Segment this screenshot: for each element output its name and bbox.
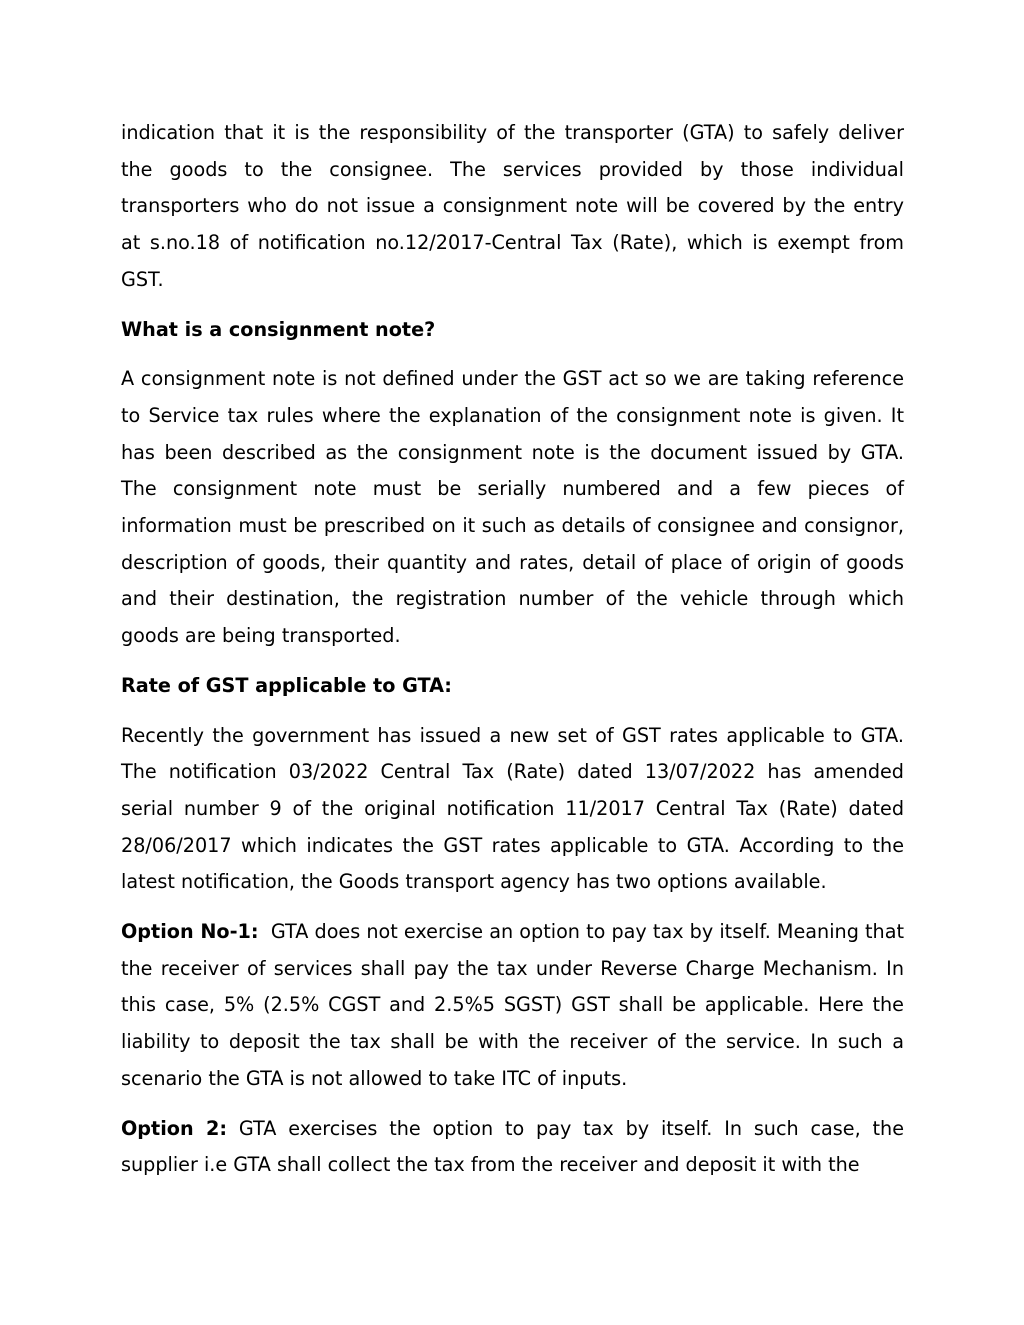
consignment-note-paragraph: A consignment note is not defined under the GST act so we are taking reference to Service tax rules where the explanation of the consignment note is given. It has been described as the consignment note is the document issued by GTA. The consignment note must be serially numbered and a few pieces of information must be prescribed on it such as details of consignee and consignor, description of goods, their quantity and rates, detail of place of origin of goods and their destination, the registration number of the vehicle through which goods are being transported. <box>121 367 904 648</box>
consignment-note-heading: What is a consignment note? <box>121 317 436 341</box>
gst-rate-heading: Rate of GST applicable to GTA: <box>121 673 452 697</box>
option-2-label: Option 2: <box>121 1116 228 1140</box>
option-1-text: GTA does not exercise an option to pay tax by itself. Meaning that the receiver of services shall pay the tax under Reverse Charge Mechanism. In this case, 5% (2.5% CGST and 2.5%5 SGST) GST shall be applicable. Here the liability to deposit the tax shall be with the receiver of the service. In such a scenario the GTA is not allowed to take ITC of inputs. <box>121 920 904 1090</box>
gst-rate-paragraph: Recently the government has issued a new set of GST rates applicable to GTA. The notification 03/2022 Central Tax (Rate) dated 13/07/2022 has amended serial number 9 of the original notification 11/2017 Central Tax (Rate) dated 28/06/2017 which indicates the GST rates applicable to GTA. According to the latest notification, the Goods transport agency has two options available. <box>121 723 904 894</box>
document-page <box>121 115 904 1197</box>
option-1-paragraph <box>121 914 904 1098</box>
intro-paragraph: indication that it is the responsibility of the transporter (GTA) to safely deliver the goods to the consignee. The services provided by those individual transporters who do not issue a consignment note will be covered by the entry at s.no.18 of notification no.12/2017-Central Tax (Rate), which is exempt from GST. <box>121 121 904 291</box>
option-1-label: Option No-1: <box>121 920 259 944</box>
option-2-paragraph <box>121 1111 904 1184</box>
option-2-text: GTA exercises the option to pay tax by itself. In such case, the supplier i.e GTA shall collect the tax from the receiver and deposit it with the <box>121 1116 904 1177</box>
